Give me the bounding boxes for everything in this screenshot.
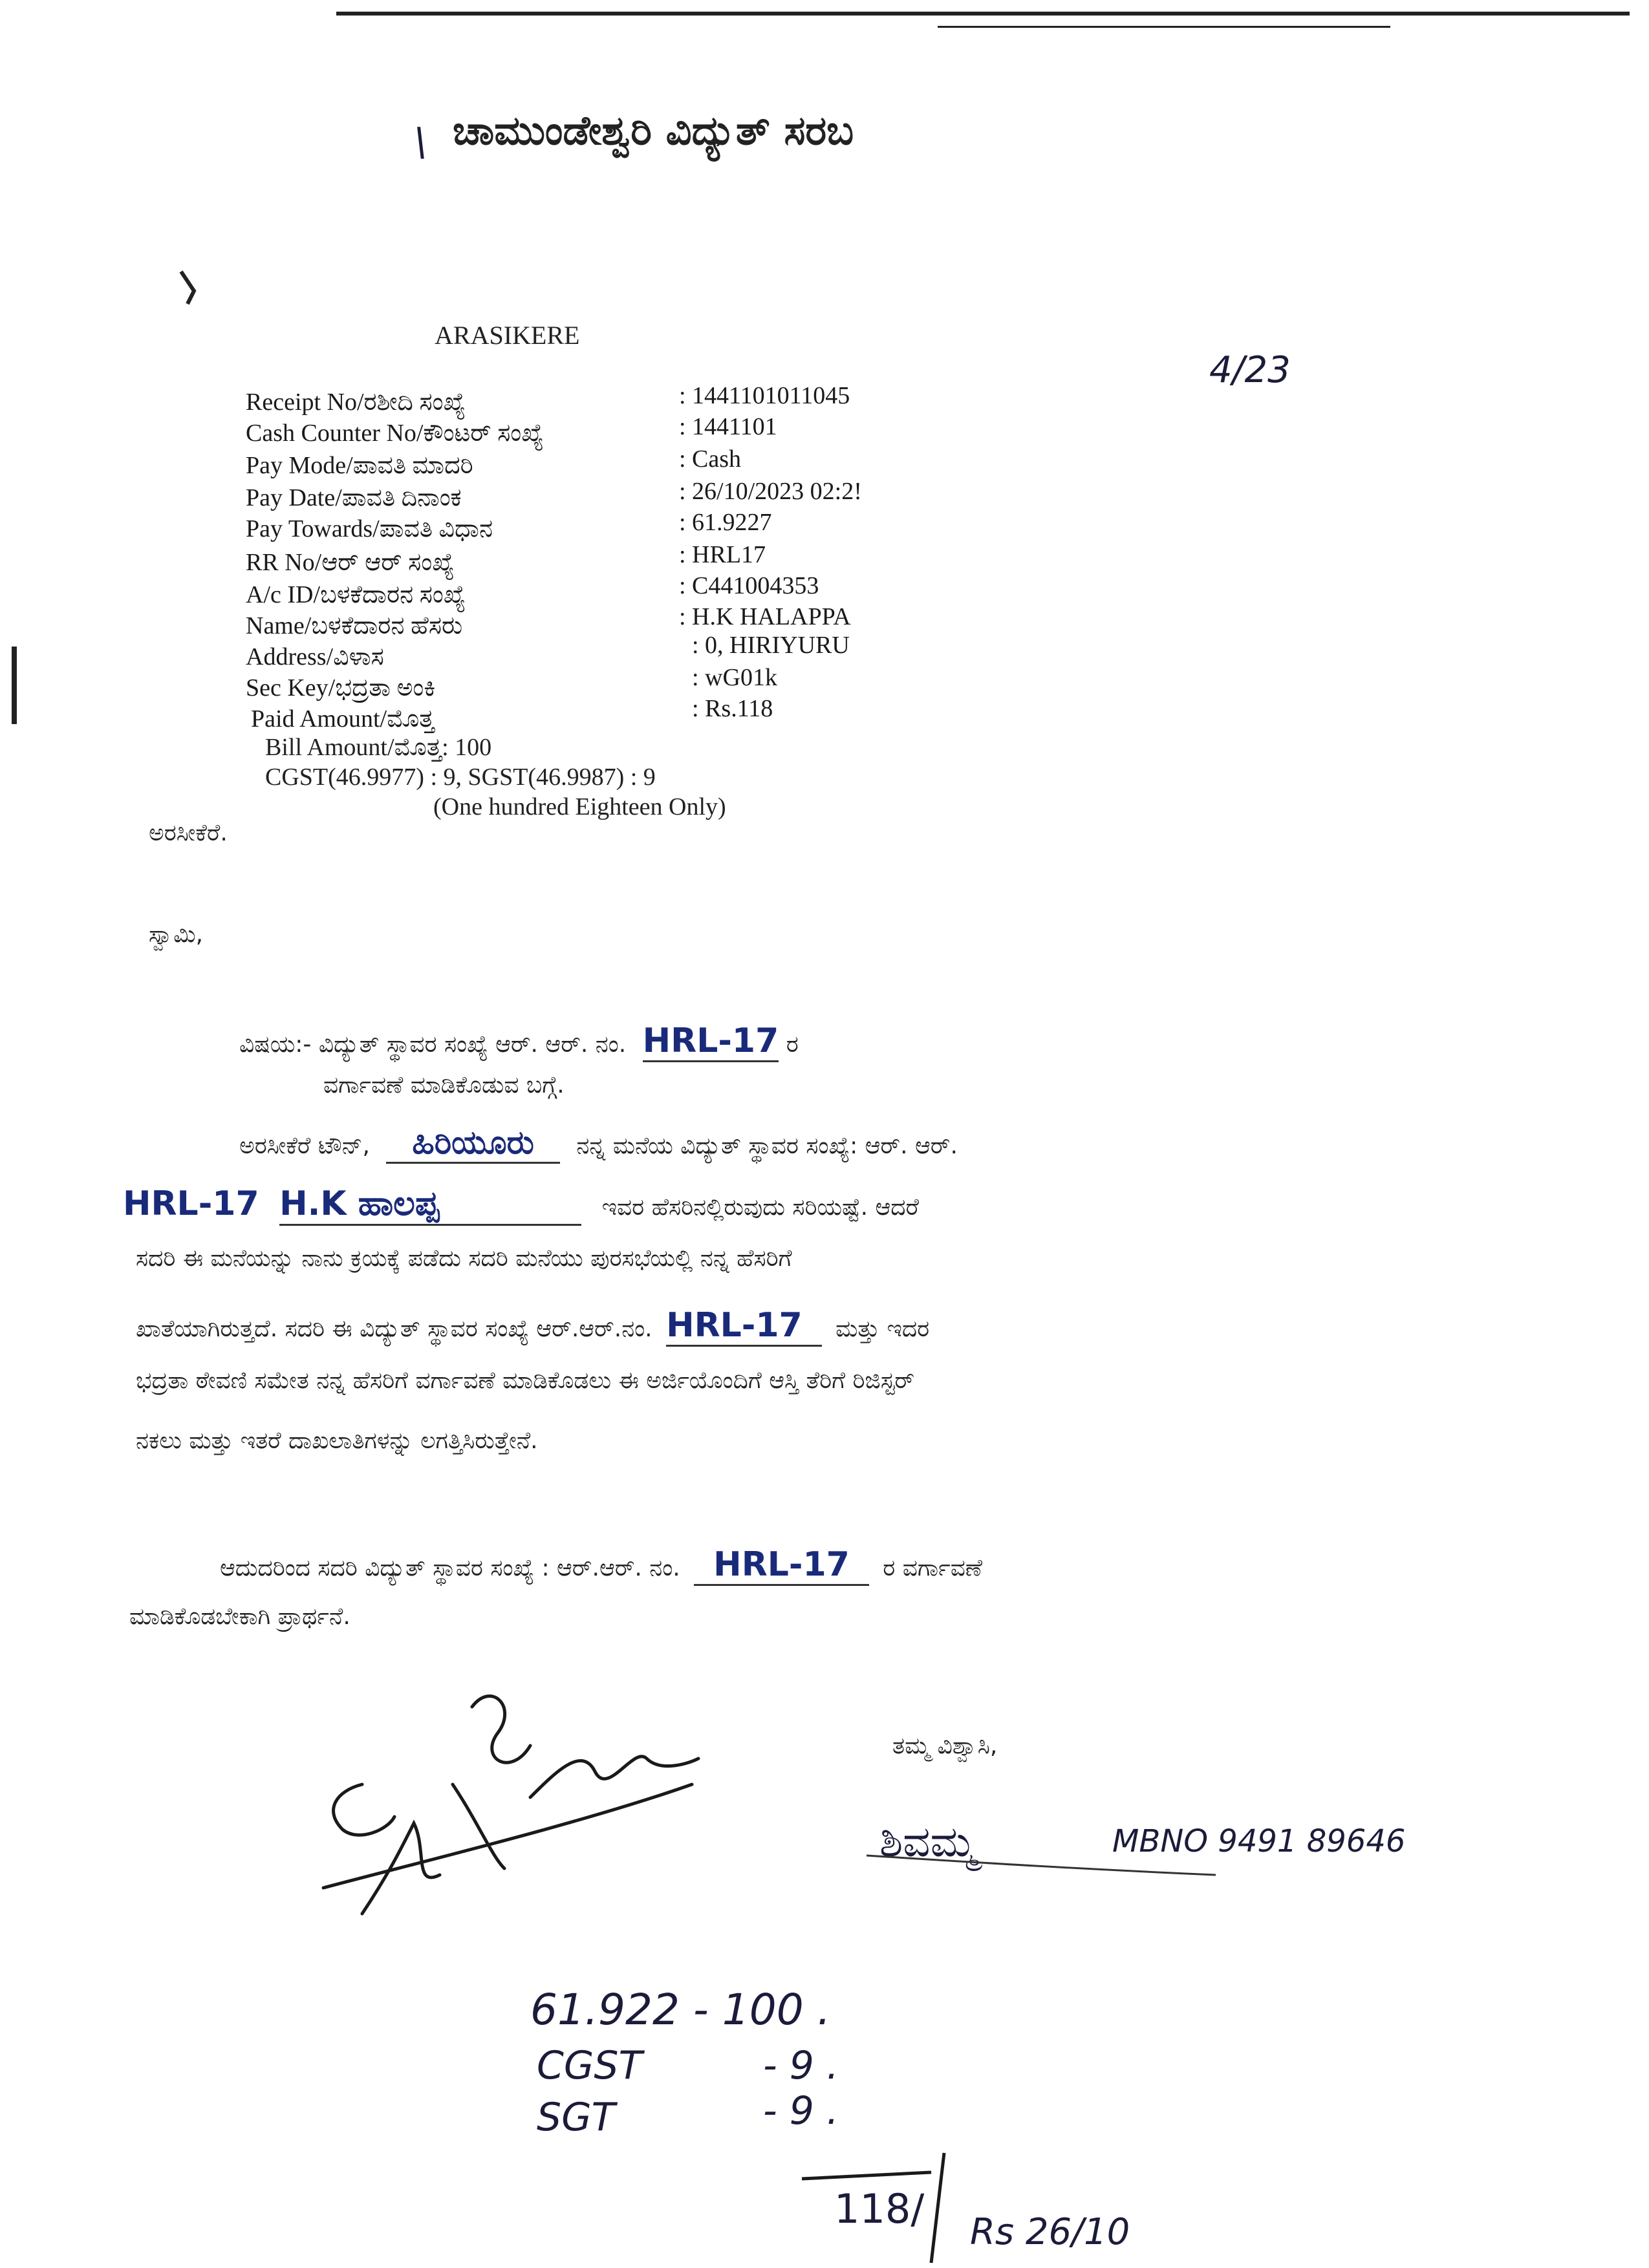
subject-suffix: ರ [786,1031,799,1058]
body-line-3: ಸದರಿ ಈ ಮನೆಯನ್ನು ನಾನು ಕ್ರಯಕ್ಕೆ ಪಡೆದು ಸದರಿ ಮನೆಯು ಪುರಸಭೆಯಲ್ಲಿ ನನ್ನ ಹೆಸರಿಗೆ [136,1245,792,1272]
calc-line-2-value: - 9 . [763,2043,839,2088]
body-line-5: ಭದ್ರತಾ ಠೇವಣಿ ಸಮೇತ ನನ್ನ ಹೆಸರಿಗೆ ವರ್ಗಾವಣೆ ಮಾಡಿಕೊಡಲು ಈ ಅರ್ಜಿಯೊಂದಿಗೆ ಆಸ್ತಿ ತೆರಿಗೆ ರಿಜಿಸ್ಟರ್ [136,1367,915,1394]
calc-line-3-label: SGT [537,2095,616,2140]
body-owner-handwritten: H.K ಹಾಲಪ್ಪ [279,1184,581,1226]
body-text-1: ನನ್ನ ಮನೆಯ ವಿದ್ಯುತ್ ಸ್ಥಾವರ ಸಂಖ್ಯೆ: ಆರ್. ಆರ್. [576,1133,958,1159]
receipt-label-pay-date: Pay Date/ಪಾವತಿ ದಿನಾಂಕ [246,484,462,511]
request-text-2: ರ ವರ್ಗಾವಣೆ [883,1555,983,1581]
receipt-value-pay-mode: : Cash [679,445,742,473]
calc-total: 118/ [834,2185,925,2232]
subject-prefix: ವಿಷಯ:- ವಿದ್ಯುತ್ ಸ್ಥಾವರ ಸಂಖ್ಯೆ ಆರ್. ಆರ್. ನಂ. [239,1031,627,1058]
heading-slash-mark: \ [414,120,427,165]
body-town: ಅರಸೀಕೆರೆ ಟೌನ್, [239,1133,370,1159]
calc-line-3-value: - 9 . [763,2088,839,2134]
receipt-value-counter: : 1441101 [679,413,777,440]
receipt-bill-amount: Bill Amount/ಮೊತ್ತ: 100 [265,734,492,761]
request-text-1: ಆದುದರಿಂದ ಸದರಿ ವಿದ್ಯುತ್ ಸ್ಥಾವರ ಸಂಖ್ಯೆ : ಆರ್.ಆರ್. ನಂ. [220,1555,680,1581]
receipt-label-ac-id: A/c ID/ಬಳಕೆದಾರನ ಸಂಖ್ಯೆ [246,581,466,608]
margin-note: 4/23 [1209,349,1291,391]
receipt-label-sec-key: Sec Key/ಭದ್ರತಾ ಅಂಕಿ [246,674,436,701]
body-rr-handwritten: HRL-17 [123,1184,259,1223]
request-line-2: ಮಾಡಿಕೊಡಬೇಕಾಗಿ ಪ್ರಾರ್ಥನೆ. [129,1603,350,1630]
receipt-value-ac-id: : C441004353 [679,572,819,599]
receipt-label-paid-amount: Paid Amount/ಮೊತ್ತ [251,705,435,733]
letter-place: ಅರಸೀಕೆರೆ. [149,820,228,846]
receipt-label-counter: Cash Counter No/ಕೌಂಟರ್ ಸಂಖ್ಯೆ [246,420,544,447]
body-text-4: ಖಾತೆಯಾಗಿರುತ್ತದೆ. ಸದರಿ ಈ ವಿದ್ಯುತ್ ಸ್ಥಾವರ ಸಂಖ್ಯೆ ಆರ್.ಆರ್.ನಂ. [136,1316,652,1342]
body-text-2: ಇವರ ಹೆಸರಿನಲ್ಲಿರುವುದು ಸರಿಯಷ್ಟೆ. ಆದರೆ [601,1194,919,1221]
body-rr-handwritten-2: HRL-17 [666,1306,822,1347]
body-text-5: ಮತ್ತು ಇದರ [835,1316,930,1342]
request-rr-handwritten: HRL-17 [694,1545,869,1586]
subject-line-2: ವರ್ಗಾವಣೆ ಮಾಡಿಕೊಡುವ ಬಗ್ಗೆ. [323,1072,565,1098]
receipt-gst: CGST(46.9977) : 9, SGST(46.9987) : 9 [265,764,656,791]
receipt-value-address: : 0, HIRIYURU [692,632,850,659]
receipt-value-sec-key: : wG01k [692,664,777,691]
calc-line-2-label: CGST [537,2043,643,2088]
receipt-label-pay-towards: Pay Towards/ಪಾವತಿ ವಿಧಾನ [246,515,493,542]
receipt-label-rr-no: RR No/ಆರ್ ಆರ್ ಸಂಖ್ಯೆ [246,549,455,576]
office-name: ARASIKERE [435,321,580,350]
receipt-amount-in-words: (One hundred Eighteen Only) [433,793,726,820]
receipt-value-pay-date: : 26/10/2023 02:2! [679,478,862,505]
closing-text: ತಮ್ಮ ವಿಶ್ವಾಸಿ, [892,1733,998,1759]
receipt-value-receipt-no: : 1441101011045 [679,382,850,409]
receipt-label-address: Address/ವಿಳಾಸ [246,643,384,670]
calc-total-note: Rs 26/10 [970,2211,1130,2253]
receipt-value-paid-amount: : Rs.118 [692,695,773,722]
document-heading: ಚಾಮುಂಡೇಶ್ವರಿ ವಿದ್ಯುತ್ ಸರಬ [453,107,854,154]
receipt-value-rr-no: : HRL17 [679,541,766,568]
subject-rr-number: HRL-17 [643,1022,779,1062]
receipt-label-receipt-no: Receipt No/ರಶೀದಿ ಸಂಖ್ಯೆ [246,389,466,416]
mobile-number-handwritten: MBNO 9491 89646 [1112,1823,1406,1859]
body-village-handwritten: ಹಿರಿಯೂರು [386,1124,560,1164]
body-line-6: ನಕಲು ಮತ್ತು ಇತರೆ ದಾಖಲಾತಿಗಳನ್ನು ಲಗತ್ತಿಸಿರುತ್ತೇನೆ. [136,1428,538,1454]
receipt-value-pay-towards: : 61.9227 [679,509,772,536]
calc-line-1: 61.922 - 100 . [530,1985,831,2035]
signed-name-handwritten: ಶಿವಮ್ಮ [879,1817,977,1867]
left-signature [323,1696,698,1914]
letter-salutation: ಸ್ವಾಮಿ, [149,921,204,948]
receipt-label-pay-mode: Pay Mode/ಪಾವತಿ ಮಾದರಿ [246,452,473,479]
receipt-label-name: Name/ಬಳಕೆದಾರನ ಹೆಸರು [246,612,463,639]
receipt-value-name: : H.K HALAPPA [679,603,851,630]
